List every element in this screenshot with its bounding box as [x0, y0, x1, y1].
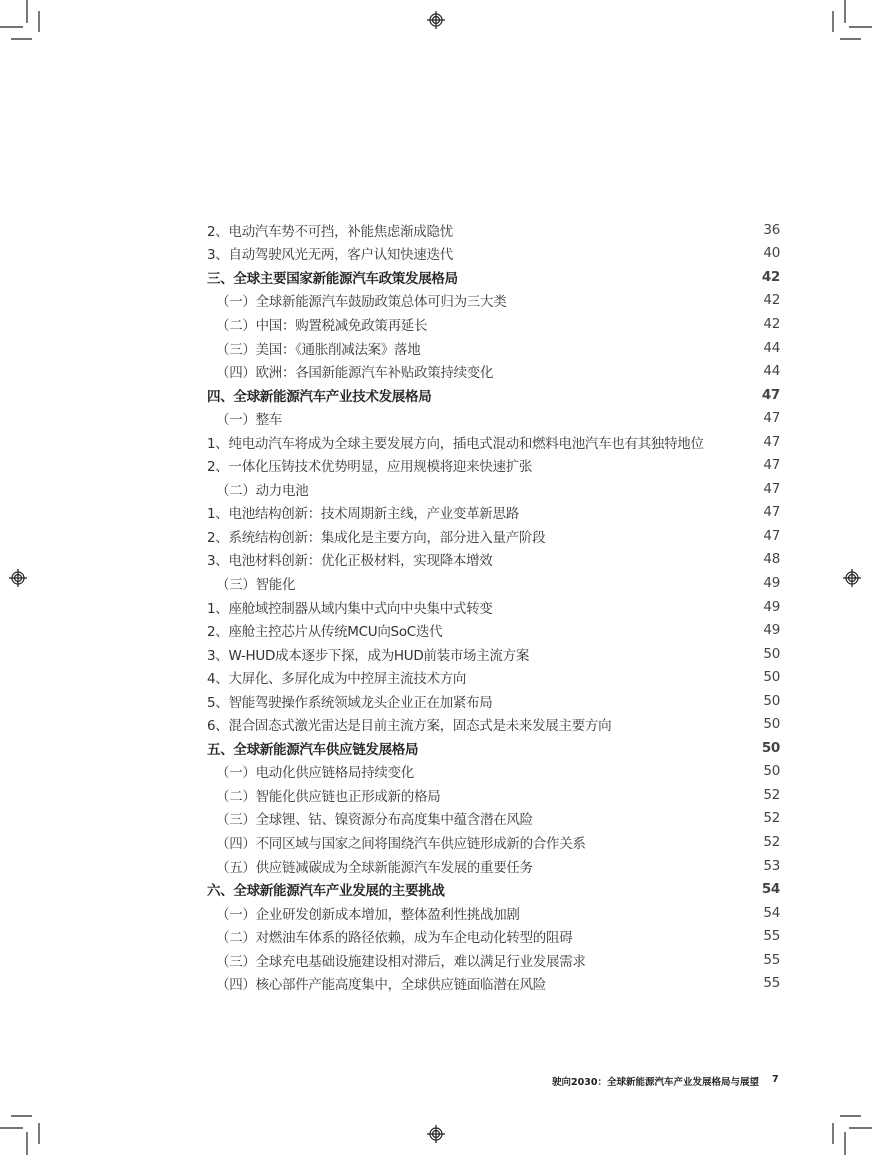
toc-entry-title: （三）全球锂、钴、镍资源分布高度集中蕴含潜在风险	[216, 812, 533, 829]
toc-entry-title: （四）欧洲：各国新能源汽车补贴政策持续变化	[216, 365, 494, 382]
toc-entry-title: 1、座舱域控制器从域内集中式向中央集中式转变	[207, 600, 493, 617]
toc-entry-title: 4、大屏化、多屏化成为中控屏主流技术方向	[207, 671, 467, 688]
toc-entry-page: 52	[763, 833, 780, 850]
toc-entry-title: 1、电池结构创新：技术周期新主线，产业变革新思路	[207, 506, 519, 523]
table-of-contents	[207, 218, 780, 995]
toc-entry-title: （四）核心部件产能高度集中，全球供应链面临潜在风险	[216, 977, 546, 994]
toc-entry-page: 53	[763, 857, 780, 874]
toc-entry-page: 50	[763, 645, 780, 662]
toc-entry-page: 40	[763, 245, 780, 262]
toc-entry[interactable]	[207, 948, 780, 972]
crop-mark-top-right	[833, 0, 872, 39]
registration-mark-top	[427, 11, 445, 29]
toc-entry-page: 50	[763, 716, 780, 733]
toc-entry-title: （二）动力电池	[216, 482, 309, 499]
toc-entry-page: 54	[761, 881, 780, 898]
toc-entry-page: 48	[763, 551, 780, 568]
toc-entry[interactable]	[207, 854, 780, 878]
toc-entry[interactable]	[207, 477, 780, 501]
toc-entry-page: 50	[763, 669, 780, 686]
toc-entry[interactable]	[207, 359, 780, 383]
toc-entry-page: 44	[763, 363, 780, 380]
toc-entry[interactable]	[207, 312, 780, 336]
toc-entry-page: 42	[763, 292, 780, 309]
toc-entry-title: （二）中国：购置税减免政策再延长	[216, 317, 428, 334]
crop-mark-bottom-right	[833, 1116, 872, 1155]
toc-chapter-entry[interactable]	[207, 383, 780, 407]
toc-chapter-entry[interactable]	[207, 736, 780, 760]
toc-entry-title: （一）企业研发创新成本增加，整体盈利性挑战加剧	[216, 906, 520, 923]
toc-entry[interactable]	[207, 501, 780, 525]
toc-entry-title: 5、智能驾驶操作系统领域龙头企业正在加紧布局	[207, 694, 493, 711]
toc-entry-title: 五、全球新能源汽车供应链发展格局	[207, 741, 419, 758]
toc-entry-title: （一）全球新能源汽车鼓励政策总体可归为三大类	[216, 294, 507, 311]
toc-entry[interactable]	[207, 807, 780, 831]
toc-entry[interactable]	[207, 218, 780, 242]
toc-entry[interactable]	[207, 406, 780, 430]
page-number: 7	[772, 1074, 779, 1085]
toc-entry-page: 50	[763, 763, 780, 780]
toc-entry-page: 49	[763, 598, 780, 615]
toc-entry-page: 47	[763, 433, 780, 450]
toc-entry[interactable]	[207, 595, 780, 619]
toc-entry[interactable]	[207, 242, 780, 266]
toc-entry[interactable]	[207, 689, 780, 713]
toc-entry-title: 1、纯电动汽车将成为全球主要发展方向，插电式混动和燃料电池汽车也有其独特地位	[207, 435, 704, 452]
toc-entry-title: （五）供应链减碳成为全球新能源汽车发展的重要任务	[216, 859, 533, 876]
toc-entry[interactable]	[207, 901, 780, 925]
toc-entry[interactable]	[207, 336, 780, 360]
toc-entry-page: 55	[763, 928, 780, 945]
toc-entry-page: 47	[763, 480, 780, 497]
crop-mark-top-left	[0, 0, 39, 39]
footer-title: 驶向2030：全球新能源汽车产业发展格局与展望	[552, 1077, 759, 1088]
toc-entry[interactable]	[207, 548, 780, 572]
toc-entry[interactable]	[207, 972, 780, 996]
toc-entry-page: 49	[763, 622, 780, 639]
toc-entry-title: 2、系统结构创新：集成化是主要方向，部分进入量产阶段	[207, 529, 546, 546]
toc-entry-page: 42	[763, 315, 780, 332]
registration-mark-right	[843, 569, 861, 587]
toc-entry-title: 三、全球主要国家新能源汽车政策发展格局	[207, 270, 458, 287]
toc-entry-title: （四）不同区域与国家之间将围绕汽车供应链形成新的合作关系	[216, 835, 586, 852]
toc-entry[interactable]	[207, 783, 780, 807]
toc-entry-title: 3、自动驾驶风光无两，客户认知快速迭代	[207, 247, 453, 264]
toc-entry-title: （二）对燃油车体系的路径依赖，成为车企电动化转型的阻碍	[216, 930, 573, 947]
toc-entry[interactable]	[207, 524, 780, 548]
toc-entry-title: （三）智能化	[216, 576, 296, 593]
toc-entry-title: （三）全球充电基础设施建设相对滞后，难以满足行业发展需求	[216, 953, 586, 970]
toc-chapter-entry[interactable]	[207, 265, 780, 289]
toc-entry-page: 49	[763, 574, 780, 591]
toc-entry-title: （一）电动化供应链格局持续变化	[216, 765, 414, 782]
registration-mark-bottom	[427, 1125, 445, 1143]
toc-entry[interactable]	[207, 830, 780, 854]
toc-entry-page: 47	[763, 410, 780, 427]
toc-entry-title: 6、混合固态式激光雷达是目前主流方案，固态式是未来发展主要方向	[207, 718, 612, 735]
toc-entry[interactable]	[207, 430, 780, 454]
toc-entry-title: 2、电动汽车势不可挡，补能焦虑渐成隐忧	[207, 223, 453, 240]
toc-entry[interactable]	[207, 712, 780, 736]
toc-entry-page: 44	[763, 339, 780, 356]
toc-entry[interactable]	[207, 289, 780, 313]
toc-entry[interactable]	[207, 453, 780, 477]
toc-entry[interactable]	[207, 760, 780, 784]
toc-entry[interactable]	[207, 665, 780, 689]
toc-entry-page: 36	[763, 221, 780, 238]
toc-entry-title: 3、电池材料创新：优化正极材料，实现降本增效	[207, 553, 493, 570]
toc-entry-title: （二）智能化供应链也正形成新的格局	[216, 788, 441, 805]
toc-entry-page: 50	[763, 692, 780, 709]
toc-entry-page: 55	[763, 951, 780, 968]
toc-entry-title: 六、全球新能源汽车产业发展的主要挑战	[207, 883, 445, 900]
toc-entry-page: 52	[763, 810, 780, 827]
toc-entry-page: 54	[763, 904, 780, 921]
toc-entry[interactable]	[207, 642, 780, 666]
toc-entry-title: 四、全球新能源汽车产业技术发展格局	[207, 388, 432, 405]
toc-entry-page: 47	[763, 457, 780, 474]
toc-entry[interactable]	[207, 924, 780, 948]
toc-entry[interactable]	[207, 618, 780, 642]
toc-entry-title: （一）整车	[216, 412, 282, 429]
toc-chapter-entry[interactable]	[207, 877, 780, 901]
registration-mark-left	[9, 569, 27, 587]
toc-entry[interactable]	[207, 571, 780, 595]
toc-entry-title: 2、一体化压铸技术优势明显，应用规模将迎来快速扩张	[207, 459, 533, 476]
toc-entry-title: 2、座舱主控芯片从传统MCU向SoC迭代	[207, 624, 443, 641]
toc-entry-title: 3、W-HUD成本逐步下探，成为HUD前装市场主流方案	[207, 647, 530, 664]
toc-entry-title: （三）美国：《通胀削减法案》落地	[216, 341, 421, 358]
toc-entry-page: 47	[761, 386, 780, 403]
crop-mark-bottom-left	[0, 1116, 39, 1155]
toc-entry-page: 47	[763, 504, 780, 521]
toc-entry-page: 42	[761, 268, 780, 285]
toc-entry-page: 50	[761, 739, 780, 756]
toc-entry-page: 52	[763, 786, 780, 803]
toc-entry-page: 55	[763, 975, 780, 992]
toc-entry-page: 47	[763, 527, 780, 544]
